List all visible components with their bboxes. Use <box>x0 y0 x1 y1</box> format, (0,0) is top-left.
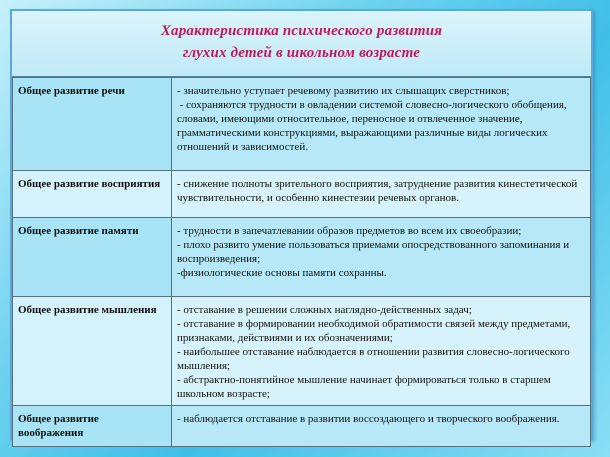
slide-title-line-1: Характеристика психического развития <box>160 23 443 39</box>
table-row-memory <box>13 218 591 297</box>
row-description <box>172 78 591 171</box>
description-line: - трудности в запечатлевании образов предметов во всем их своеобразии; <box>177 225 522 237</box>
description-line: - отставание в формировании необходимой обратимости связей между предметами, признаками, действиями и их обозначениями; <box>177 318 571 344</box>
description-line: - наибольшее отставание наблюдается в отношении развития словесно-логического мышления; <box>177 346 570 372</box>
row-description <box>172 297 591 406</box>
table-row-thinking <box>13 297 591 406</box>
description-line: - плохо развито умение пользоваться приемами опосредствованного запоминания и воспроизведения; <box>177 239 570 265</box>
description-line: - наблюдается отставание в развитии воссоздающего и творческого воображения. <box>177 413 560 425</box>
description-line: - абстрактно-понятийное мышление начинает формироваться только в старшем школьном возрасте; <box>177 374 551 400</box>
description-line: - снижение полноты зрительного восприятия, затруднение развития кинестетической чувствительности, и особенно кинестезии речевых органов. <box>177 178 578 204</box>
description-line: - сохраняются трудности в овладении системой словесно-логического обобщения, словами, имеющими относительное, переносное и отвлеченное значение, грамматическими конструкциями, выражающими различные виды логических отношений и зависимостей. <box>177 99 570 153</box>
characteristics-table <box>12 77 591 447</box>
description-line: - значительно уступает речевому развитию их слышащих сверстников; <box>177 85 510 97</box>
row-label: Общее развитие воображения <box>13 406 172 447</box>
row-label: Общее развитие мышления <box>13 297 172 406</box>
title-block <box>12 11 591 77</box>
row-label: Общее развитие памяти <box>13 218 172 297</box>
description-line: - отставание в решении сложных наглядно-действенных задач; <box>177 304 472 316</box>
row-description <box>172 406 591 447</box>
slide-frame <box>10 9 593 440</box>
table-row-speech <box>13 78 591 171</box>
row-label: Общее развитие восприятия <box>13 171 172 218</box>
row-description <box>172 218 591 297</box>
row-description <box>172 171 591 218</box>
slide-title-line-2: глухих детей в школьном возрасте <box>182 45 421 61</box>
table-row-perception <box>13 171 591 218</box>
description-line: -физиологические основы памяти сохранны. <box>177 267 387 279</box>
row-label: Общее развитие речи <box>13 78 172 171</box>
table-row-imagination <box>13 406 591 447</box>
